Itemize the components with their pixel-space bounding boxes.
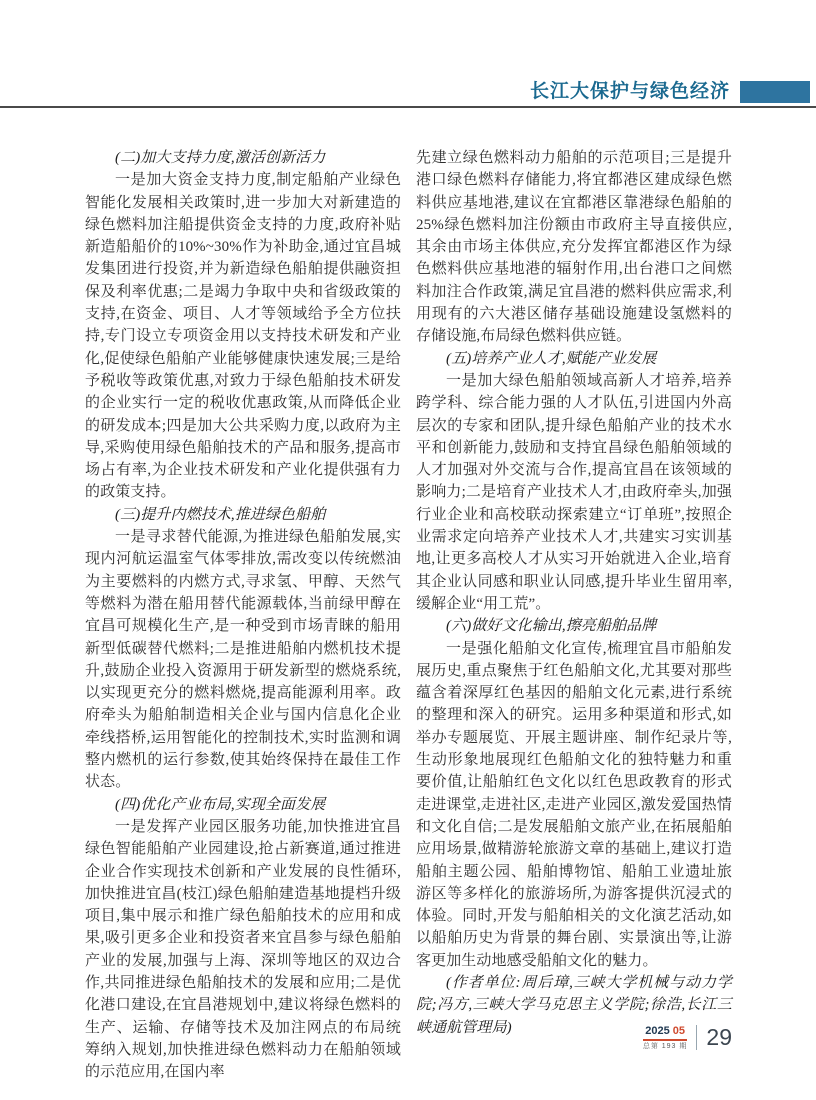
header-accent-bar — [740, 81, 810, 103]
issue-block — [643, 1026, 688, 1050]
footer-divider — [696, 1025, 697, 1050]
section-subheading: (二)加大支持力度,激活创新活力 — [115, 150, 326, 166]
section-header-title: 长江大保护与绿色经济 — [529, 81, 730, 102]
section-subheading: (四)优化产业布局,实现全面发展 — [115, 796, 326, 813]
article-content — [85, 147, 732, 1083]
author-affiliation: (作者单位:周后璋,三峡大学机械与动力学院;冯方,三峡大学马克思主义学院;徐浩,长江三峡通航管理局) — [416, 974, 732, 1036]
paragraph: 一是强化船舶文化宣传,梳理宜昌市船舶发展历史,重点聚焦于红色船舶文化,尤其要对那些蕴含着深厚红色基因的船舶文化元素,进行系统的整理和深入的研究。运用多种渠道和形式,如举办专题展览、开展主题讲座、制作纪录片等,生动形象地展现红色船舶文化的独特魅力和重要价值,让船舶红色文化以红色思政教育的形式走进课堂,走进社区,走进产业园区,激发爱国热情和文化自信;二是发展船舶文旅产业,在拓展船舶应用场景,做精游轮旅游文章的基础上,建议打造船舶主题公园、船舶博物馆、船舶工业遗址旅游区等多样化的旅游场所,为游客提供沉浸式的体验。同时,开发与船舶相关的文化演艺活动,如以船舶历史为背景的舞台剧、实景演出等,让游客更加生动地感受船舶文化的魅力。 — [416, 640, 732, 969]
section-subheading: (六)做好文化输出,擦亮船舶品牌 — [446, 618, 657, 635]
issue-year: 2025 — [645, 1024, 670, 1037]
paragraph: 一是寻求替代能源,为推进绿色船舶发展,实现内河航运温室气体零排放,需改变以传统燃油为主要燃料的内燃方式,寻求氢、甲醇、天然气等燃料为潜在船用替代能源载体,当前绿甲醇在宜昌可规模化生产,是一种受到市场青睐的船用新型低碳替代燃料;二是推进船舶内燃机技术提升,鼓励企业投入资源用于研发新型的燃烧系统,以实现更充分的燃料燃烧,提高能源利用率。政府牵头为船舶制造相关企业与国内信息化企业牵线搭桥,运用智能化的控制技术,实时监测和调整内燃机的运行参数,使其始终保持在最佳工作状态。 — [85, 529, 401, 791]
header-rule — [0, 106, 816, 108]
page-footer — [643, 1024, 732, 1051]
section-subheading: (三)提升内燃技术,推进绿色船舶 — [115, 506, 326, 523]
issue-number: 05 — [672, 1024, 685, 1037]
page-header — [530, 80, 810, 104]
cumulative-issue-label: 总第 193 期 — [642, 1042, 688, 1050]
paragraph: 一是加大绿色船舶领域高新人才培养,培养跨学科、综合能力强的人才队伍,引进国内外高层次的专家和团队,提升绿色船舶产业的技术水平和创新能力,鼓励和支持宜昌绿色船舶领域的人才加强对外交流与合作,提高宜昌在该领域的影响力;二是培育产业技术人才,由政府牵头,加强行业企业和高校联动探索建立“订单班”,按照企业需求定向培养产业技术人才,共建实习实训基地,让更多高校人才从实习开始就进入企业,培育其企业认同感和职业认同感,提升毕业生留用率,缓解企业“用工荒”。 — [416, 372, 732, 612]
left-column — [85, 147, 401, 1083]
paragraph: 一是加大资金支持力度,制定船舶产业绿色智能化发展相关政策时,进一步加大对新建造的绿色燃料加注船提供资金支持的力度,政府补贴新造船船价的10%~30%作为补助金,通过宜昌城发集团进行投资,并为新造绿色船舶提供融资担保及利率优惠;二是竭力争取中央和省级政策的支持,在资金、项目、人才等领域给予全方位扶持,专门设立专项资金用以支持技术研发和产业化,促使绿色船舶产业能够健康快速发展;三是给予税收等政策优惠,对致力于绿色船舶技术研发的企业实行一定的税收优惠政策,从而降低企业的研发成本;四是加大公共采购力度,以政府为主导,采购使用绿色船舶技术的产品和服务,提高市场占有率,为企业技术研发和产业化提供强有力的政策支持。 — [85, 172, 401, 501]
right-column — [416, 147, 732, 1083]
paragraph: 一是发挥产业园区服务功能,加快推进宜昌绿色智能船舶产业园建设,抢占新赛道,通过推进企业合作实现技术创新和产业发展的良性循环,加快推进宜昌(枝江)绿色船舶建造基地提档升级项目,集中展示和推广绿色船舶技术的应用和成果,吸引更多企业和投资者来宜昌参与绿色船舶产业的发展,加强与上海、深圳等地区的双边合作,共同推进绿色船舶技术的发展和应用;二是优化港口建设,在宜昌港规划中,建议将绿色燃料的生产、运输、存储等技术及加注网点的布局统筹纳入规划,加快推进绿色燃料动力在船舶领域的示范应用,在国内率 — [85, 818, 401, 1081]
section-subheading: (五)培养产业人才,赋能产业发展 — [446, 350, 657, 367]
issue-line — [643, 1026, 688, 1041]
paragraph: 先建立绿色燃料动力船舶的示范项目;三是提升港口绿色燃料存储能力,将宜都港区建成绿色燃料供应基地港,建议在宜都港区靠港绿色船舶的25%绿色燃料加注份额由市政府主导直接供应,其余由市场主体供应,充分发挥宜都港区作为绿色燃料供应基地港的辐射作用,出台港口之间燃料加注合作政策,满足宜昌港的燃料供应需求,利用现有的六大港区储存基础设施建设氢燃料的存储设施,布局绿色燃料供应链。 — [416, 150, 732, 345]
page-number: 29 — [706, 1024, 732, 1050]
